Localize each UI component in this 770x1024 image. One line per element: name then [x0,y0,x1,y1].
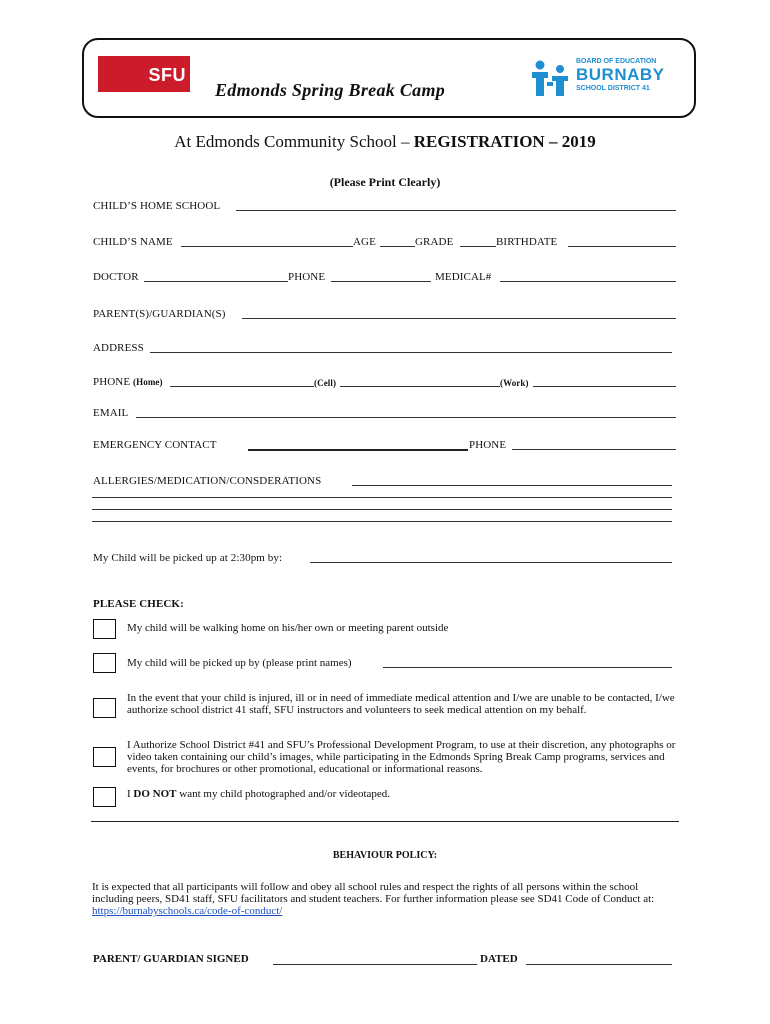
allergies-line-2[interactable] [92,497,672,498]
allergies-field[interactable] [352,485,672,486]
camp-title: Edmonds Spring Break Camp [215,80,446,100]
phone-numbers-label [93,376,163,388]
picked-up-names-field[interactable] [383,667,672,668]
medical-consent-text: In the event that your child is injured, ill or in need of immediate medical attention and I/we are unable to be contacted, I/we authorize school district 41 staff, SFU instructors and volunteers to seek medical attention on my behalf. [127,692,675,716]
pickup-label: My Child will be picked up at 2:30pm by: [93,552,283,564]
grade-label: GRADE [415,236,454,248]
home-school-label: CHILD’S HOME SCHOOL [93,200,221,212]
cell-phone-field[interactable] [340,386,500,387]
grade-field[interactable] [460,246,496,247]
cell-label: (Cell) [314,378,337,388]
address-field[interactable] [150,352,672,353]
home-school-field[interactable] [236,210,676,211]
picked-up-checkbox[interactable] [93,653,116,673]
dated-label: DATED [480,953,518,965]
birthdate-field[interactable] [568,246,676,247]
photo-authorize-checkbox[interactable] [93,747,116,767]
behaviour-title: BEHAVIOUR POLICY: [332,850,438,861]
sfu-logo-text: SFU [148,65,186,85]
walking-text: My child will be walking home on his/her own or meeting parent outside [127,622,449,634]
medical-label: MEDICAL# [435,271,492,283]
age-label: AGE [353,236,376,248]
picked-up-text: My child will be picked up by (please print names) [127,657,352,669]
medical-consent-checkbox[interactable] [93,698,116,718]
home-label: (Home) [133,377,163,387]
no-photo-prefix: I [127,788,134,800]
email-field[interactable] [136,417,676,418]
address-label: ADDRESS [93,342,144,354]
phone-label: PHONE [288,271,326,283]
section-divider [91,821,679,822]
date-field[interactable] [526,964,672,965]
allergies-line-3[interactable] [92,509,672,510]
emergency-contact-field[interactable] [248,449,468,451]
allergies-line-4[interactable] [92,521,672,522]
emergency-phone-label: PHONE [469,439,507,451]
email-label: EMAIL [93,407,129,419]
medical-field[interactable] [500,281,676,282]
signed-label: PARENT/ GUARDIAN SIGNED [93,953,249,965]
no-photo-bold: DO NOT [133,788,177,800]
birthdate-label: BIRTHDATE [496,236,558,248]
emergency-phone-field[interactable] [512,449,676,450]
bsd-line2: BURNABY [576,65,665,84]
home-phone-field[interactable] [170,386,314,387]
work-label: (Work) [500,378,529,388]
doctor-field[interactable] [144,281,288,282]
phone-field[interactable] [331,281,431,282]
behaviour-text [92,881,680,917]
subtitle-emphasis: REGISTRATION – 2019 [413,132,596,151]
allergies-label: ALLERGIES/MEDICATION/CONSDERATIONS [93,475,322,487]
code-of-conduct-link[interactable]: https://burnabyschools.ca/code-of-conduct/ [92,905,283,917]
child-name-field[interactable] [181,246,353,247]
behaviour-body: It is expected that all participants will follow and obey all school rules and respect the rights of all persons within the school including peers, SD41 staff, SFU facilitators and student teachers. For further information please see SD41 Code of Conduct at: [92,881,655,905]
walking-checkbox[interactable] [93,619,116,639]
emergency-contact-label: EMERGENCY CONTACT [93,439,217,451]
bsd-line3: SCHOOL DISTRICT 41 [576,85,650,92]
sfu-logo [98,56,190,92]
no-photo-suffix: want my child photographed and/or videotaped. [176,788,391,800]
no-photo-checkbox[interactable] [93,787,116,807]
page-subtitle [0,132,770,152]
phone-prefix: PHONE [93,376,134,388]
burnaby-logo-figures-icon [528,60,574,98]
signature-field[interactable] [273,964,477,965]
please-check-heading: PLEASE CHECK: [93,598,184,610]
no-photo-text [127,788,681,800]
guardians-field[interactable] [242,318,676,319]
guardians-label: PARENT(S)/GUARDIAN(S) [93,308,226,320]
print-note: (Please Print Clearly) [329,175,441,189]
pickup-field[interactable] [310,562,672,563]
bsd-line1: BOARD OF EDUCATION [576,58,657,65]
photo-authorize-text: I Authorize School District #41 and SFU’s Professional Development Program, to use at their discretion, any photographs or video taken containing our child’s images, while participating in the Edmonds Spring Break Camp programs, services and events, for brochures or other promotional, educational or informational reasons. [127,739,676,775]
burnaby-logo-text [576,58,665,92]
doctor-label: DOCTOR [93,271,139,283]
age-field[interactable] [380,246,415,247]
work-phone-field[interactable] [533,386,676,387]
subtitle-prefix: At Edmonds Community School – [174,132,414,151]
child-name-label: CHILD’S NAME [93,236,173,248]
